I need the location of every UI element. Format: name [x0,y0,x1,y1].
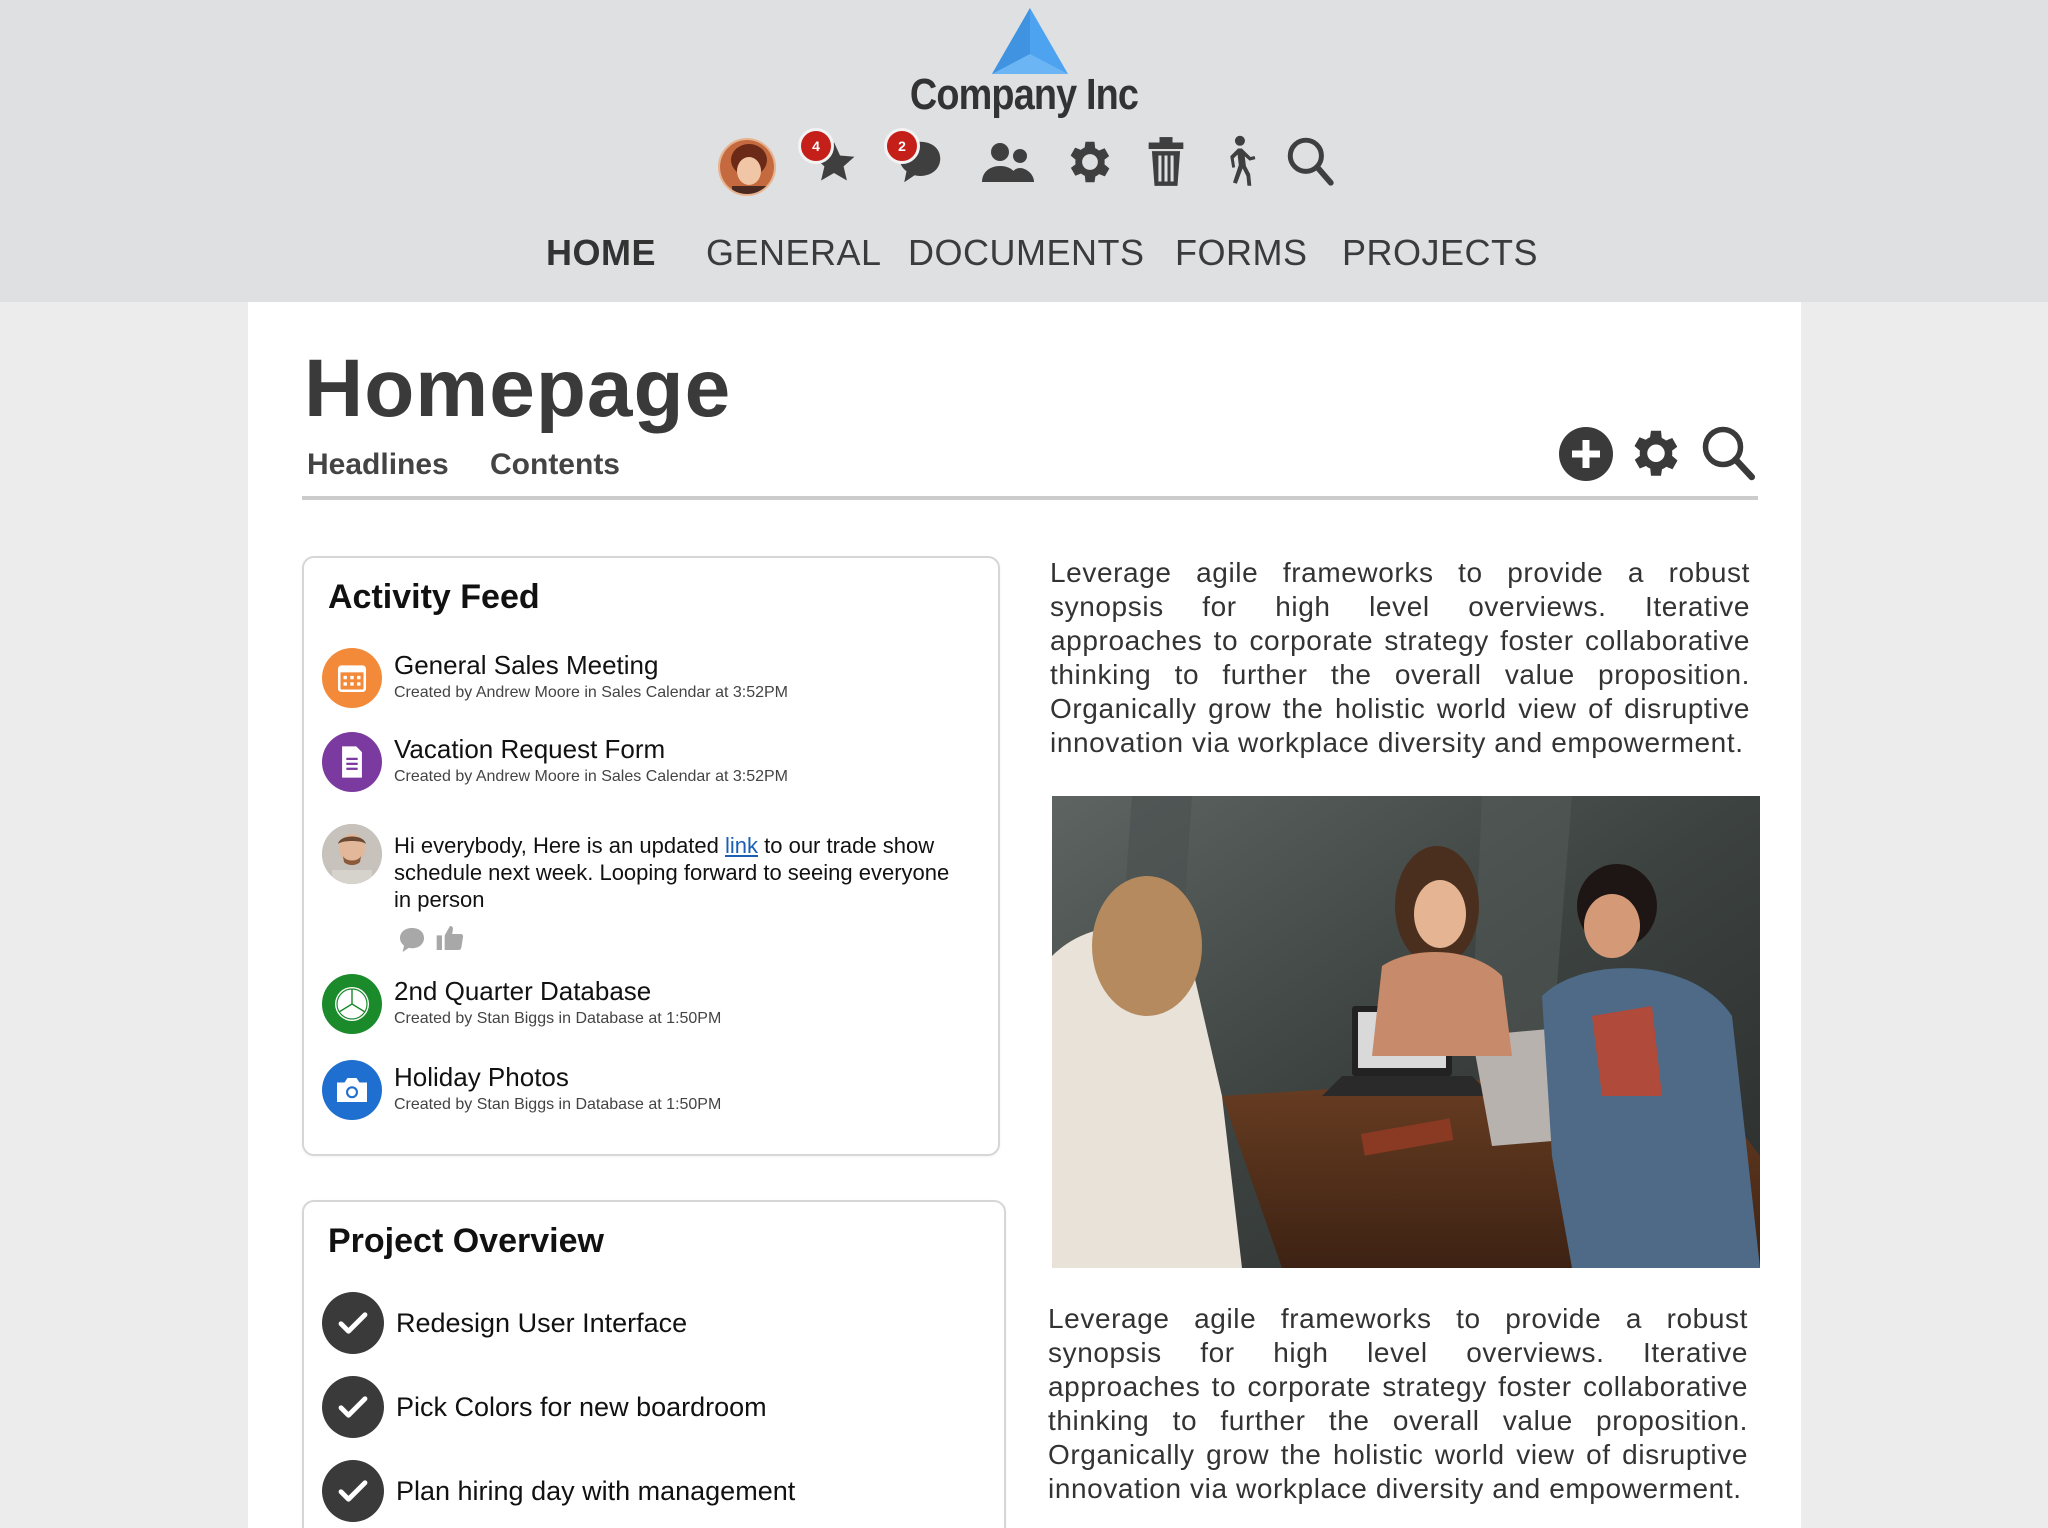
walking-person-icon[interactable] [1206,130,1270,194]
task-label: Plan hiring day with management [396,1476,796,1506]
messages-badge: 2 [884,128,920,164]
task-item[interactable] [322,1460,962,1524]
calendar-icon [322,648,382,708]
checkmark-icon[interactable] [322,1292,384,1354]
team-photo [1052,796,1760,1268]
activity-feed-card [302,556,1000,1156]
body-paragraph: Leverage agile frameworks to provide a robust synopsis for high level overviews. Iterative approaches to corporate strategy foster collaborative thinking to further the overall value proposition. Organically grow the holistic world view of disruptive innovation via workplace diversity and empowerment. [1048,1303,1748,1504]
trash-icon[interactable] [1134,130,1198,194]
feed-item-title: Vacation Request Form [394,734,666,764]
favorites-badge: 4 [798,128,834,164]
add-icon[interactable] [1556,422,1616,482]
activity-feed-title: Activity Feed [328,578,540,616]
feed-item-meta: Created by Stan Biggs in Database at 1:50PM [394,1096,722,1113]
checkmark-icon[interactable] [322,1376,384,1438]
user-avatar [322,824,382,884]
task-label: Redesign User Interface [396,1308,688,1338]
tab-headlines[interactable]: Headlines [307,448,449,481]
feed-message-text: Hi everybody, Here is an updated link to our trade show schedule next week. Looping forward to seeing everyone in person [394,833,950,912]
trade-show-link[interactable]: link [725,833,759,858]
tab-contents[interactable]: Contents [490,448,620,481]
comment-icon[interactable] [396,924,428,956]
company-logo-icon [992,8,1068,76]
company-name: Company Inc [909,70,1139,119]
project-overview-title: Project Overview [328,1222,604,1260]
intro-paragraph: Leverage agile frameworks to provide a robust synopsis for high level overviews. Iterative approaches to corporate strategy foster collaborative thinking to further the overall value proposition. Organically grow the holistic world view of disruptive innovation via workplace diversity and empowerment. [1050,557,1750,758]
feed-message[interactable] [322,824,962,964]
gear-icon[interactable] [1626,422,1686,482]
title-divider [302,496,1758,500]
feed-item-meta: Created by Stan Biggs in Database at 1:50PM [394,1010,722,1027]
page-title: Homepage [304,343,732,434]
document-icon [322,732,382,792]
feed-item-title: 2nd Quarter Database [394,976,652,1006]
gear-icon[interactable] [1058,130,1122,194]
messages-icon[interactable] [888,130,952,194]
people-icon[interactable] [976,130,1040,194]
feed-item-title: General Sales Meeting [394,650,659,680]
site-header [0,0,2048,302]
main-content [248,302,1801,1528]
task-label: Pick Colors for new boardroom [396,1392,767,1422]
favorites-star-icon[interactable] [802,130,866,194]
database-icon [322,974,382,1034]
feed-item-title: Holiday Photos [394,1062,569,1092]
feed-item-meta: Created by Andrew Moore in Sales Calendar at 3:52PM [394,768,788,785]
search-icon[interactable] [1698,422,1758,482]
search-icon[interactable] [1278,130,1342,194]
like-icon[interactable] [434,922,466,954]
feed-item-meta: Created by Andrew Moore in Sales Calendar at 3:52PM [394,684,788,701]
camera-icon [322,1060,382,1120]
header-toolbar [0,130,2048,200]
nav-projects[interactable]: PROJECTS [1342,232,1539,273]
task-item[interactable] [322,1376,962,1440]
checkmark-icon[interactable] [322,1460,384,1522]
task-item[interactable] [322,1292,962,1356]
project-overview-card [302,1200,1006,1528]
nav-forms[interactable]: FORMS [1175,232,1308,273]
nav-home[interactable]: HOME [546,232,656,273]
nav-documents[interactable]: DOCUMENTS [908,232,1145,273]
main-nav [0,232,2048,282]
nav-general[interactable]: GENERAL [706,232,882,273]
